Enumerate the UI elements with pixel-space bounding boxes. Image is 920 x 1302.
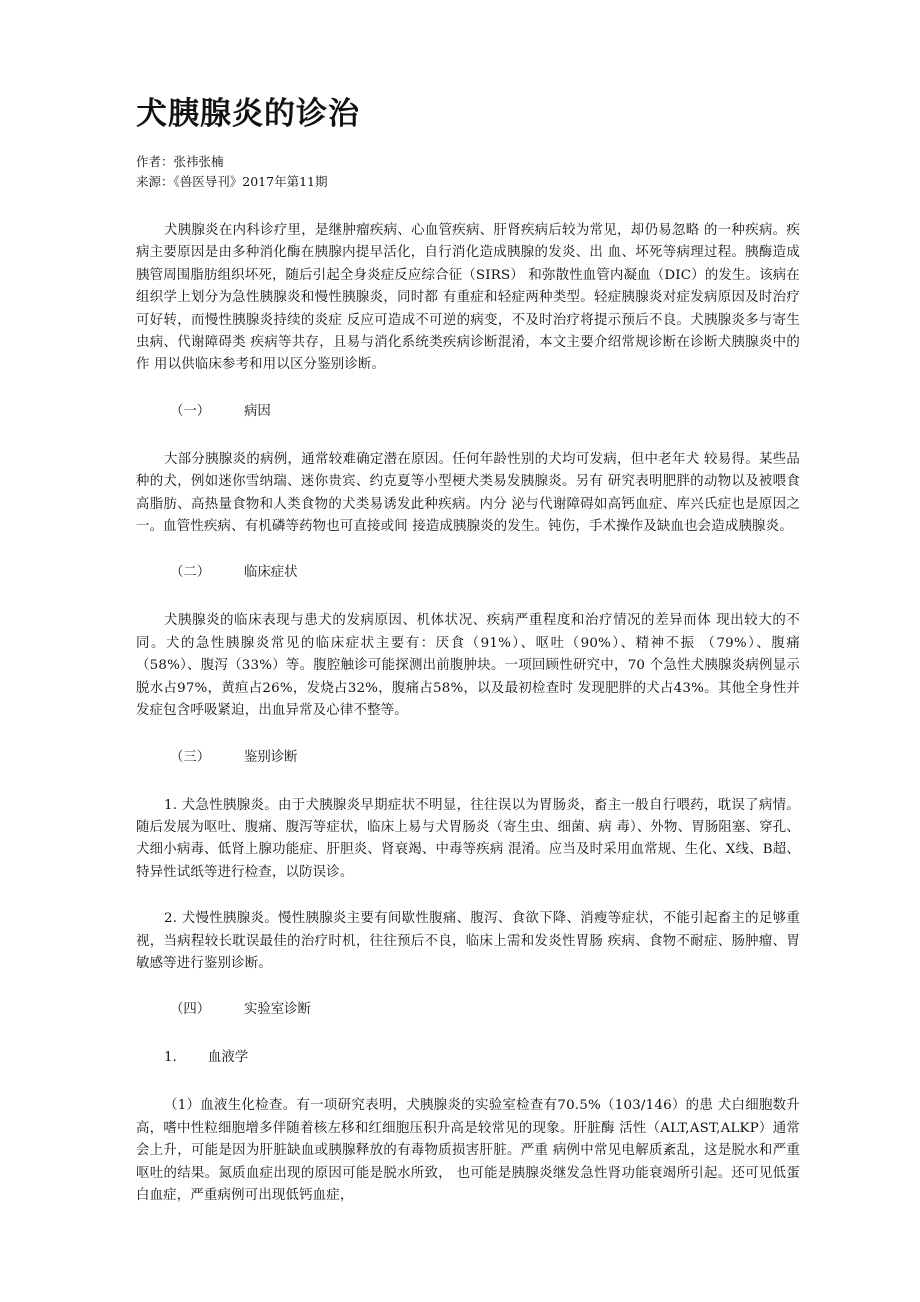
source-line bbox=[136, 172, 800, 192]
section-number: （二） bbox=[170, 565, 211, 581]
section-number: （三） bbox=[170, 749, 211, 765]
intro-paragraph: 犬胰腺炎在内科诊疗里，是继肿瘤疾病、心血管疾病、肝肾疾病后较为常见，却仍易忽略 的一种疾病。疾病主要原因是由多种消化酶在胰腺内提早活化，自行消化造成胰腺的发炎、出 血、坏死等病理过程。胰酶造成胰管周围脂肪组织坏死，随后引起全身炎症反应综合征（SIRS） 和弥散性血管内凝血（DIC）的发生。该病在组织学上划分为急性胰腺炎和慢性胰腺炎，同时都 有重症和轻症两种类型。轻症胰腺炎对症发病原因及时治疗可好转，而慢性胰腺炎持续的炎症 反应可造成不可逆的病变，不及时治疗将提示预后不良。犬胰腺炎多与寄生虫病、代谢障碍类 疾病等共存，且易与消化系统类疾病诊断混淆，本文主要介绍常规诊断在诊断犬胰腺炎中的作 用以供临床参考和用以区分鉴别诊断。 bbox=[136, 223, 800, 373]
section-title: 实验室诊断 bbox=[244, 1002, 311, 1018]
subsection-title: 血液学 bbox=[208, 1050, 249, 1066]
author-label: 作者： bbox=[136, 154, 174, 169]
source-label: 来源： bbox=[136, 174, 174, 189]
section-title: 临床症状 bbox=[244, 565, 298, 581]
differential-chronic-paragraph: 2. 犬慢性胰腺炎。慢性胰腺炎主要有间歇性腹痛、腹泻、食欲下降、消瘦等症状，不能引起畜主的足够重视，当病程较长耽误最佳的治疗时机，往往预后不良，临床上需和发炎性胃肠 疾病、食物不耐症、肠肿瘤、胃敏感等进行鉴别诊断。 bbox=[136, 911, 800, 971]
article-title: 犬胰腺炎的诊治 bbox=[136, 96, 360, 132]
lab-paragraph: （1）血液生化检查。有一项研究表明，犬胰腺炎的实验室检查有70.5%（103/146）的患 犬白细胞数升高，嗜中性粒细胞增多伴随着核左移和红细胞压积升高是较常见的现象。肝脏酶 活性（ALT,AST,ALKP）通常会上升，可能是因为肝脏缺血或胰腺释放的有毒物质损害肝脏。严重 病例中常见电解质紊乱，这是脱水和严重呕吐的结果。氮质血症出现的原因可能是脱水所致， 也可能是胰腺炎继发急性肾功能衰竭所引起。还可见低蛋白血症，严重病例可出现低钙血症， bbox=[136, 1098, 800, 1203]
section-heading-symptoms bbox=[136, 562, 800, 584]
article-meta bbox=[136, 152, 800, 192]
section-number: （一） bbox=[170, 403, 211, 419]
section-title: 鉴别诊断 bbox=[244, 749, 298, 765]
differential-acute-paragraph: 1. 犬急性胰腺炎。由于犬胰腺炎早期症状不明显，往往误以为胃肠炎，畜主一般自行喂药，耽误了病情。随后发展为呕吐、腹痛、腹泻等症状，临床上易与犬胃肠炎（寄生虫、细菌、病 毒）、外物、胃肠阻塞、穿孔、犬细小病毒、低肾上腺功能症、肝胆炎、肾衰竭、中毒等疾病 混淆。应当及时采用血常规、生化、X线、B超、特异性试纸等进行检查，以防误诊。 bbox=[136, 797, 800, 880]
symptom-paragraph: 犬胰腺炎的临床表现与患犬的发病原因、机体状况、疾病严重程度和治疗情况的差异而体 现出较大的不同。犬的急性胰腺炎常见的临床症状主要有：厌食（91%）、呕吐（90%）、精神不振 （79%）、腹痛（58%）、腹泻（33%）等。腹腔触诊可能探测出前腹肿块。一项回顾性研究中，70 个急性犬胰腺炎病例显示脱水占97%，黄疸占26%，发烧占32%，腹痛占58%，以及最初检查时 发现肥胖的犬占43%。其他全身性并发症包含呼吸紧迫，出血异常及心律不整等。 bbox=[136, 613, 800, 719]
section-number: （四） bbox=[170, 1002, 211, 1018]
section-heading-cause bbox=[136, 401, 800, 423]
author-line bbox=[136, 152, 800, 172]
article bbox=[136, 92, 800, 1207]
subsection-number: 1. bbox=[164, 1050, 177, 1066]
subsection-heading-hematology bbox=[136, 1047, 800, 1069]
section-heading-lab bbox=[136, 999, 800, 1021]
section-heading-differential bbox=[136, 747, 800, 769]
cause-paragraph: 大部分胰腺炎的病例，通常较难确定潜在原因。任何年龄性别的犬均可发病，但中老年犬 较易得。某些品种的犬，例如迷你雪纳瑞、迷你贵宾、约克夏等小型梗犬类易发胰腺炎。另有 研究表明肥胖的动物以及被喂食高脂肪、高热量食物和人类食物的犬类易诱发此种疾病。内分 泌与代谢障碍如高钙血症、库兴氏症也是原因之一。血管性疾病、有机磷等药物也可直接或间 接造成胰腺炎的发生。钝伤，手术操作及缺血也会造成胰腺炎。 bbox=[136, 451, 800, 535]
author-name: 张祎张楠 bbox=[173, 154, 224, 169]
section-title: 病因 bbox=[244, 403, 271, 419]
source-name: 《兽医导刊》2017年第11期 bbox=[173, 174, 328, 189]
